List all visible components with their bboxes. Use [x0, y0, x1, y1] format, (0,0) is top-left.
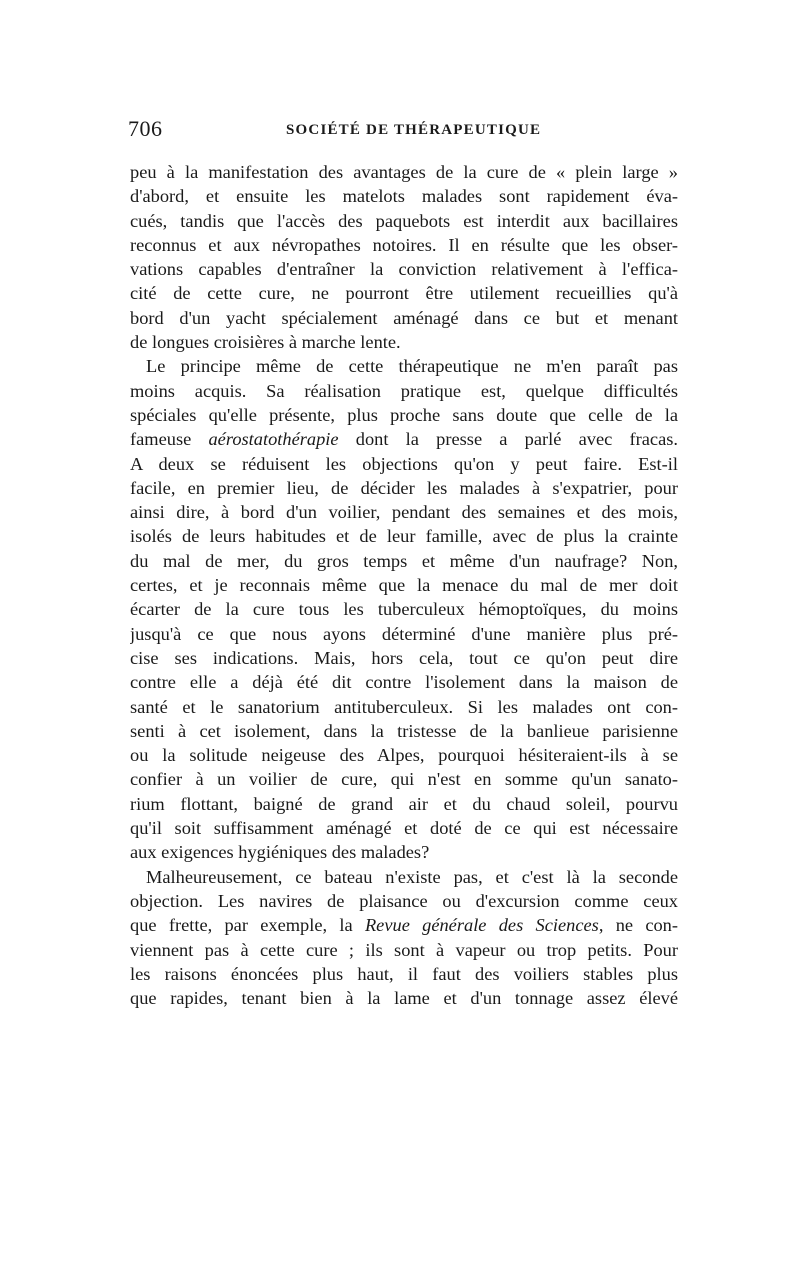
- text-line: viennent pas à cette cure ; ils sont à vapeur ou trop petits. Pour: [130, 939, 678, 960]
- text-line: objection. Les navires de plaisance ou d'excursion comme ceux: [130, 890, 678, 911]
- text-line-with-italic: [130, 913, 678, 937]
- text-line: cués, tandis que l'accès des paquebots est interdit aux bacillaires: [130, 210, 678, 231]
- text-line: d'abord, et ensuite les matelots malades sont rapidement éva-: [130, 186, 678, 207]
- text-line: cise ses indications. Mais, hors cela, tout ce qu'on peut dire: [130, 647, 678, 668]
- text-line: certes, et je reconnais même que la menace du mal de mer doit: [130, 575, 678, 596]
- text-segment: dont la presse a parlé avec fracas.: [338, 429, 678, 450]
- text-line: spéciales qu'elle présente, plus proche sans doute que celle de la: [130, 404, 678, 425]
- text-line: contre elle a déjà été dit contre l'isolement dans la maison de: [130, 672, 678, 693]
- text-line: isolés de leurs habitudes et de leur famille, avec de plus la crainte: [130, 526, 678, 547]
- text-line: A deux se réduisent les objections qu'on y peut faire. Est-il: [130, 453, 678, 474]
- text-line: senti à cet isolement, dans la tristesse de la banlieue parisienne: [130, 720, 678, 741]
- text-line: cité de cette cure, ne pourront être utilement recueillies qu'à: [130, 283, 678, 304]
- text-line: jusqu'à ce que nous ayons déterminé d'une manière plus pré-: [130, 623, 678, 644]
- text-line: écarter de la cure tous les tuberculeux hémoptoïques, du moins: [130, 599, 678, 620]
- text-line: qu'il soit suffisamment aménagé et doté de ce qui est nécessaire: [130, 818, 678, 839]
- text-line: les raisons énoncées plus haut, il faut des voiliers stables plus: [130, 963, 678, 984]
- page-number: 706: [128, 116, 163, 141]
- text-line: de longues croisières à marche lente.: [130, 332, 401, 353]
- paragraph-start-line: Malheureusement, ce bateau n'existe pas, et c'est là la seconde: [146, 866, 678, 887]
- italic-term: aérostatothérapie: [208, 429, 339, 450]
- body-text: [130, 160, 678, 1010]
- text-line: que rapides, tenant bien à la lame et d'un tonnage assez élevé: [130, 988, 678, 1009]
- text-line: peu à la manifestation des avantages de la cure de « plein large »: [130, 162, 678, 182]
- text-segment: que frette, par exemple, la: [130, 915, 365, 936]
- italic-title: Revue générale des Sciences: [364, 915, 599, 936]
- text-line: du mal de mer, du gros temps et même d'un naufrage? Non,: [130, 550, 678, 571]
- text-line: facile, en premier lieu, de décider les malades à s'expatrier, pour: [130, 477, 678, 498]
- text-segment: fameuse: [130, 429, 209, 450]
- paragraph-start-line: Le principe même de cette thérapeutique ne m'en paraît pas: [146, 356, 678, 377]
- text-line: aux exigences hygiéniques des malades?: [130, 842, 430, 863]
- text-line: santé et le sanatorium antituberculeux. Si les malades ont con-: [130, 696, 678, 717]
- text-line: reconnus et aux névropathes notoires. Il en résulte que les obser-: [130, 234, 678, 255]
- text-line: moins acquis. Sa réalisation pratique est, quelque difficultés: [130, 380, 678, 401]
- text-line-with-italic: [130, 427, 678, 451]
- text-line: vations capables d'entraîner la conviction relativement à l'effica-: [130, 259, 678, 280]
- text-line: ainsi dire, à bord d'un voilier, pendant des semaines et des mois,: [130, 502, 678, 523]
- text-line: ou la solitude neigeuse des Alpes, pourquoi hésiteraient-ils à se: [130, 745, 678, 766]
- running-title: SOCIÉTÉ DE THÉRAPEUTIQUE: [286, 122, 542, 138]
- text-line: confier à un voilier de cure, qui n'est en somme qu'un sanato-: [130, 769, 678, 790]
- text-line: rium flottant, baigné de grand air et du chaud soleil, pourvu: [130, 793, 678, 814]
- text-line: bord d'un yacht spécialement aménagé dans ce but et menant: [130, 307, 678, 328]
- text-segment: , ne con-: [598, 915, 678, 936]
